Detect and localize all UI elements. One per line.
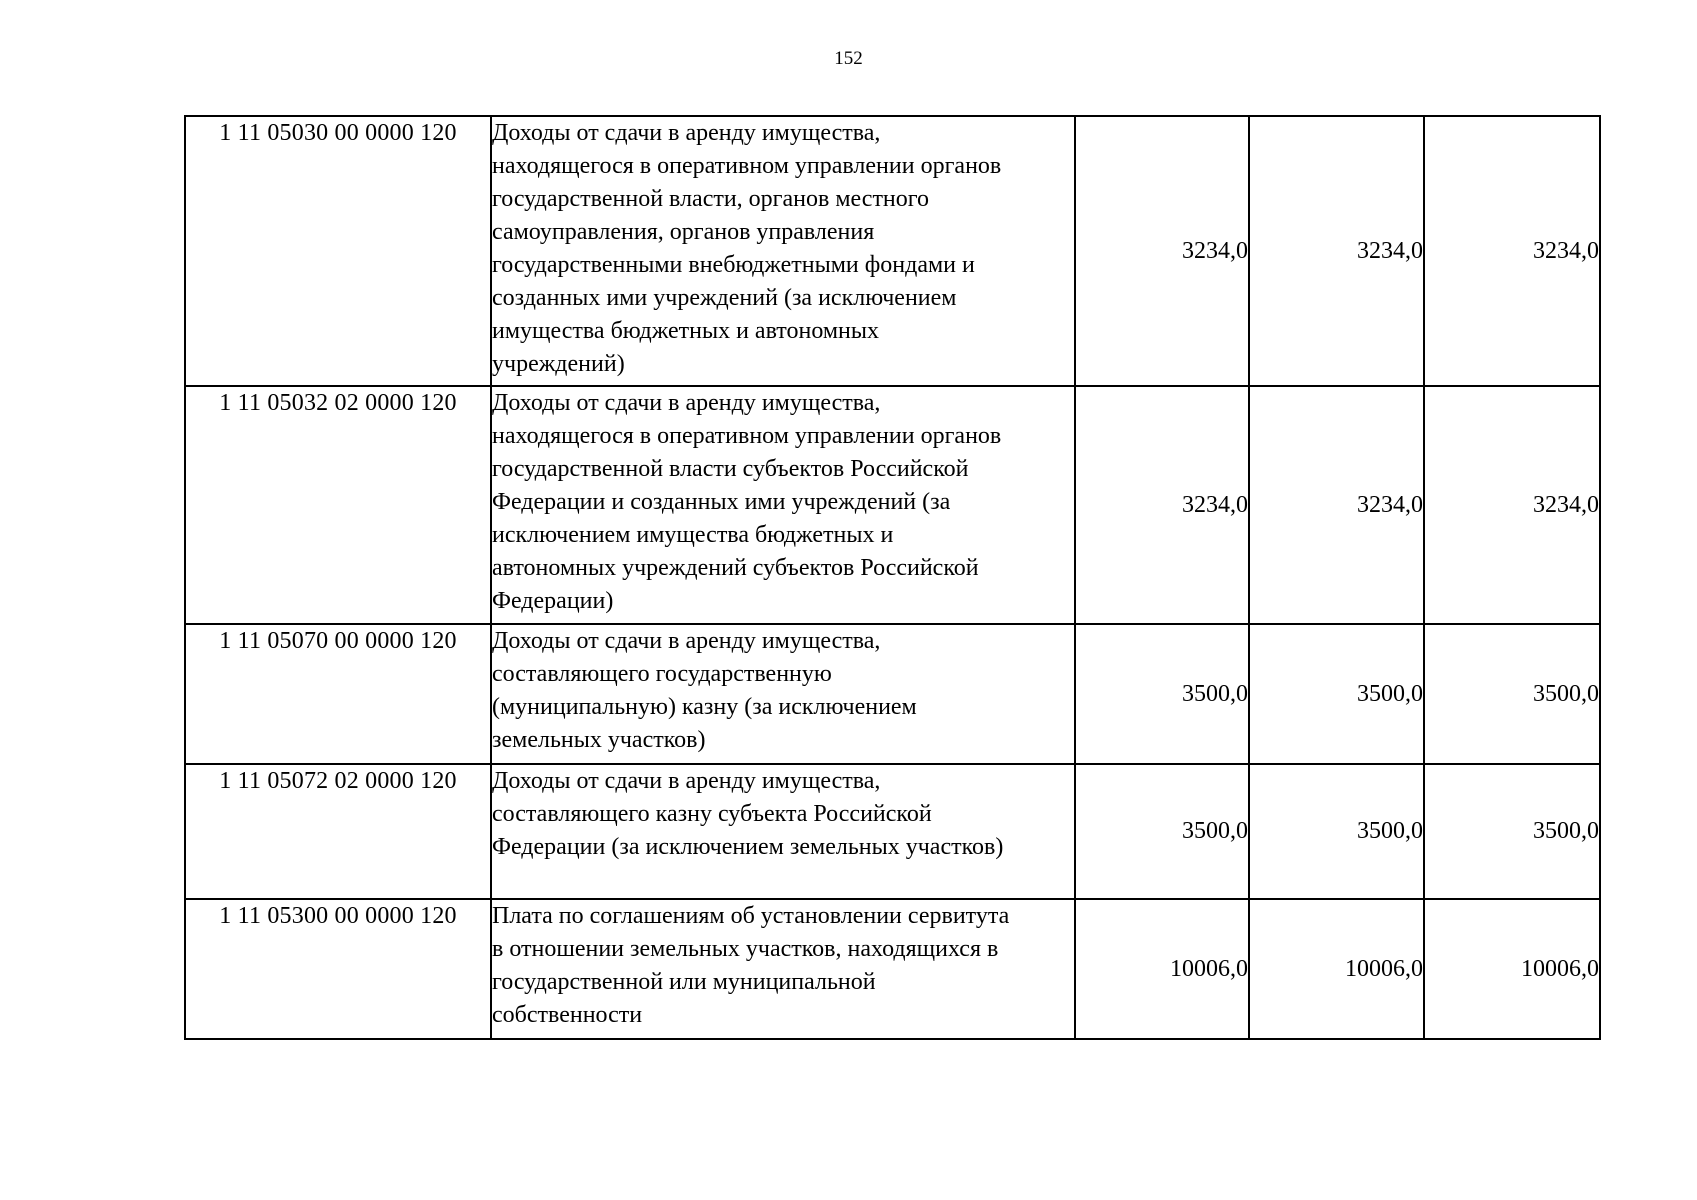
revenue-name-line: Доходы от сдачи в аренду имущества, <box>492 390 881 416</box>
amount-cell-1: 3500,0 <box>1075 764 1249 899</box>
table-row <box>185 764 1600 899</box>
revenue-name-cell <box>491 764 1075 899</box>
revenue-name-line: исключением имущества бюджетных и <box>492 522 894 548</box>
amount-cell-3: 3500,0 <box>1424 764 1600 899</box>
amount-cell-3: 3234,0 <box>1424 116 1600 386</box>
revenue-name-cell <box>491 386 1075 624</box>
revenue-name-line: созданных ими учреждений (за исключением <box>492 285 957 311</box>
amount-cell-2: 3500,0 <box>1249 624 1424 764</box>
revenue-name-line: Доходы от сдачи в аренду имущества, <box>492 768 881 794</box>
revenue-name-line: автономных учреждений субъектов Российской <box>492 555 979 581</box>
table-row <box>185 899 1600 1039</box>
revenue-name-line: государственными внебюджетными фондами и <box>492 252 975 278</box>
revenue-name-cell <box>491 116 1075 386</box>
amount-cell-2: 3500,0 <box>1249 764 1424 899</box>
amount-cell-1: 3500,0 <box>1075 624 1249 764</box>
amount-cell-3: 3234,0 <box>1424 386 1600 624</box>
revenue-name-line: земельных участков) <box>492 727 706 753</box>
revenue-name-line: собственности <box>492 1002 643 1028</box>
revenue-name-line: самоуправления, органов управления <box>492 219 875 245</box>
revenue-name-line: Федерации (за исключением земельных участков) <box>492 834 1004 860</box>
budget-code-cell: 1 11 05032 02 0000 120 <box>185 386 491 624</box>
amount-cell-2: 3234,0 <box>1249 386 1424 624</box>
table-row <box>185 386 1600 624</box>
amount-cell-2: 3234,0 <box>1249 116 1424 386</box>
budget-code-cell: 1 11 05300 00 0000 120 <box>185 899 491 1039</box>
revenue-name-line: учреждений) <box>492 351 625 377</box>
page-number: 152 <box>834 48 863 69</box>
revenue-name-line: составляющего казну субъекта Российской <box>492 801 932 827</box>
amount-cell-3: 10006,0 <box>1424 899 1600 1039</box>
amount-cell-3: 3500,0 <box>1424 624 1600 764</box>
revenue-name-line: Федерации и созданных ими учреждений (за <box>492 489 951 515</box>
revenue-name-cell <box>491 624 1075 764</box>
revenue-name-line: имущества бюджетных и автономных <box>492 318 880 344</box>
revenue-name-line: государственной или муниципальной <box>492 969 876 995</box>
amount-cell-1: 10006,0 <box>1075 899 1249 1039</box>
amount-cell-1: 3234,0 <box>1075 386 1249 624</box>
revenue-name-line: составляющего государственную <box>492 661 832 687</box>
amount-cell-1: 3234,0 <box>1075 116 1249 386</box>
revenue-name-line: государственной власти субъектов Российской <box>492 456 969 482</box>
budget-code-cell: 1 11 05030 00 0000 120 <box>185 116 491 386</box>
revenue-name-line: Доходы от сдачи в аренду имущества, <box>492 628 881 654</box>
revenue-name-line: находящегося в оперативном управлении органов <box>492 423 1002 449</box>
revenue-name-line: Плата по соглашениям об установлении сервитута <box>492 903 1010 929</box>
revenue-name-cell <box>491 899 1075 1039</box>
table-row <box>185 116 1600 386</box>
budget-revenue-table <box>184 115 1601 1040</box>
budget-code-cell: 1 11 05072 02 0000 120 <box>185 764 491 899</box>
table-row <box>185 624 1600 764</box>
revenue-name-line: Доходы от сдачи в аренду имущества, <box>492 120 881 146</box>
revenue-name-line: (муниципальную) казну (за исключением <box>492 694 917 720</box>
revenue-name-line: в отношении земельных участков, находящихся в <box>492 936 999 962</box>
amount-cell-2: 10006,0 <box>1249 899 1424 1039</box>
revenue-name-line: государственной власти, органов местного <box>492 186 930 212</box>
revenue-name-line: Федерации) <box>492 588 614 614</box>
budget-code-cell: 1 11 05070 00 0000 120 <box>185 624 491 764</box>
revenue-name-line: находящегося в оперативном управлении органов <box>492 153 1002 179</box>
